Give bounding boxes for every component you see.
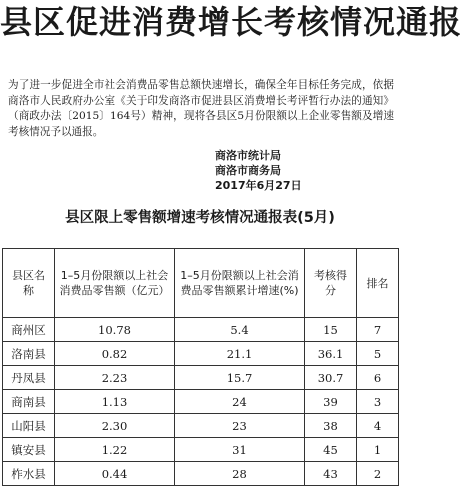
cell-score: 38 — [305, 414, 357, 438]
table-row — [3, 366, 399, 390]
cell-amount: 10.78 — [55, 318, 175, 342]
signoff-block — [215, 148, 365, 193]
table-header-row — [3, 249, 399, 318]
cell-county: 镇安县 — [3, 438, 55, 462]
table-title: 县区限上零售额增速考核情况通报表(5月) — [65, 210, 335, 226]
signoff-org-commerce: 商洛市商务局 — [215, 164, 281, 177]
cell-amount: 2.30 — [55, 414, 175, 438]
header-growth: 1–5月份限额以上社会消费品零售额累计增速(%) — [175, 249, 305, 318]
report-table — [2, 248, 399, 486]
cell-amount: 1.13 — [55, 390, 175, 414]
cell-amount: 0.44 — [55, 462, 175, 486]
intro-paragraph: 为了进一步促进全市社会消费品零售总额快速增长，确保全年目标任务完成，依据商洛市人民政府办公室《关于印发商洛市促进县区消费增长考评暂行办法的通知》（商政办法〔2015〕164号）精神，现将各县区5月份限额以上企业零售额及增速考核情况予以通报。 — [8, 79, 394, 138]
cell-rank: 6 — [357, 366, 399, 390]
table-row — [3, 462, 399, 486]
cell-rank: 5 — [357, 342, 399, 366]
cell-score: 45 — [305, 438, 357, 462]
cell-county: 洛南县 — [3, 342, 55, 366]
table-row — [3, 318, 399, 342]
cell-amount: 0.82 — [55, 342, 175, 366]
cell-growth: 24 — [175, 390, 305, 414]
cell-growth: 15.7 — [175, 366, 305, 390]
header-rank: 排名 — [357, 249, 399, 318]
cell-rank: 3 — [357, 390, 399, 414]
cell-growth: 21.1 — [175, 342, 305, 366]
table-row — [3, 390, 399, 414]
cell-rank: 1 — [357, 438, 399, 462]
headline: 县区促进消费增长考核情况通报 — [0, 3, 462, 41]
cell-county: 柞水县 — [3, 462, 55, 486]
table-row — [3, 438, 399, 462]
cell-county: 山阳县 — [3, 414, 55, 438]
cell-amount: 2.23 — [55, 366, 175, 390]
table-row — [3, 414, 399, 438]
cell-county: 商州区 — [3, 318, 55, 342]
cell-rank: 2 — [357, 462, 399, 486]
cell-county: 商南县 — [3, 390, 55, 414]
cell-growth: 28 — [175, 462, 305, 486]
header-county: 县区名称 — [3, 249, 55, 318]
cell-growth: 5.4 — [175, 318, 305, 342]
cell-county: 丹凤县 — [3, 366, 55, 390]
header-score: 考核得分 — [305, 249, 357, 318]
cell-growth: 31 — [175, 438, 305, 462]
cell-score: 43 — [305, 462, 357, 486]
signoff-date: 2017年6月27日 — [215, 179, 302, 192]
cell-growth: 23 — [175, 414, 305, 438]
header-amount: 1–5月份限额以上社会消费品零售额（亿元） — [55, 249, 175, 318]
cell-score: 36.1 — [305, 342, 357, 366]
signoff-org-statistics: 商洛市统计局 — [215, 149, 281, 162]
table-row — [3, 342, 399, 366]
cell-score: 30.7 — [305, 366, 357, 390]
cell-rank: 7 — [357, 318, 399, 342]
cell-score: 15 — [305, 318, 357, 342]
cell-rank: 4 — [357, 414, 399, 438]
cell-score: 39 — [305, 390, 357, 414]
cell-amount: 1.22 — [55, 438, 175, 462]
